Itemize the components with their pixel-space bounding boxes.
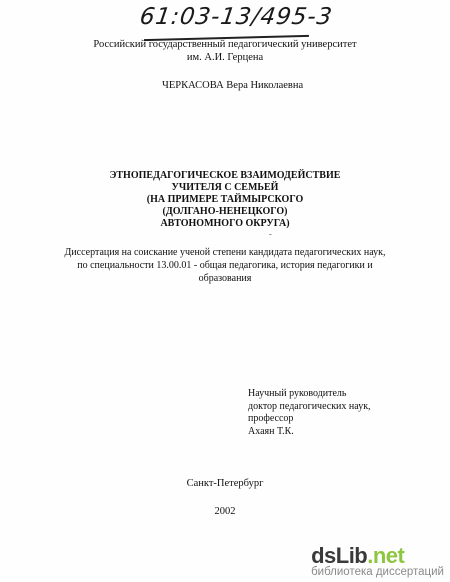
advisor-line: профессор (248, 413, 294, 424)
description-line: по специальности 13.00.01 - общая педагогика, история педагогики и (77, 260, 373, 271)
advisor-line: Ахаян Т.К. (248, 425, 294, 437)
scan-mark: ˉ (269, 232, 272, 241)
watermark-subtitle: библиотека диссертаций (311, 566, 444, 578)
author-name: ЧЕРКАСОВА Вера Николаевна (162, 80, 304, 91)
scientific-advisor (248, 388, 371, 438)
description-line: Диссертация на соискание ученой степени кандидата педагогических наук, (64, 247, 386, 258)
dissertation-description (0, 246, 450, 285)
city: Санкт-Петербург (186, 478, 264, 489)
dissertation-title (0, 170, 450, 230)
logo-part-green: .net (367, 543, 405, 568)
title-line: АВТОНОМНОГО ОКРУГА) (160, 218, 290, 229)
handwritten-code: 61:03-13/495-3 (138, 4, 335, 30)
university-dedication: им. А.И. Герцена (186, 52, 264, 63)
university-header (0, 38, 450, 64)
university-name: Российский государственный педагогический университет (93, 39, 357, 50)
year: 2002 (214, 506, 236, 517)
handwritten-stamp (138, 4, 335, 40)
title-line: ЭТНОПЕДАГОГИЧЕСКОЕ ВЗАИМОДЕЙСТВИЕ (109, 170, 341, 181)
description-line: образования (198, 273, 252, 284)
title-line: (НА ПРИМЕРЕ ТАЙМЫРСКОГО (146, 194, 304, 205)
advisor-line: Научный руководитель (248, 388, 347, 399)
watermark[interactable] (311, 543, 444, 578)
logo-part-dark: dsLib (311, 543, 368, 568)
title-line: (ДОЛГАНО-НЕНЕЦКОГО) (162, 206, 288, 217)
title-line: УЧИТЕЛЯ С СЕМЬЕЙ (171, 182, 279, 193)
advisor-line: доктор педагогических наук, (248, 400, 371, 412)
